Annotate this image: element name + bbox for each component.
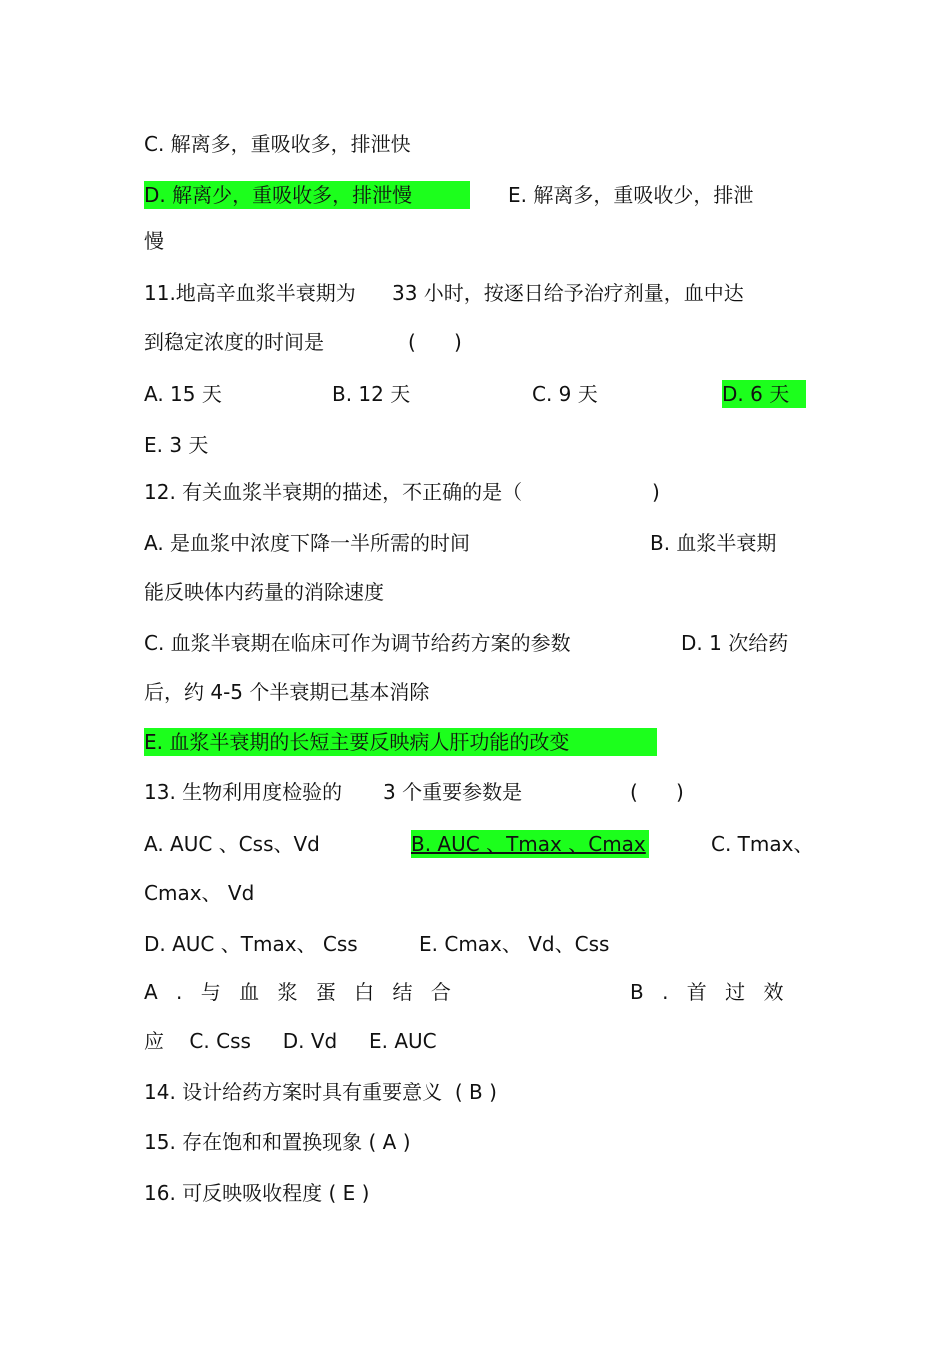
question-13-paren: ( ) xyxy=(630,780,684,804)
question-13-part1: 13. 生物利用度检验的 xyxy=(144,780,343,804)
option-e-continued: 慢 xyxy=(144,229,164,253)
question-11-part1: 11.地高辛血浆半衰期为 xyxy=(144,281,356,305)
q13-option-b-highlighted: B. AUC 、Tmax 、Cmax xyxy=(411,830,649,858)
q13-option-a: A. AUC 、Css、Vd xyxy=(144,832,320,856)
q11-option-b: B. 12 天 xyxy=(332,382,411,406)
q12-option-d-continued: 后，约 4-5 个半衰期已基本消除 xyxy=(144,680,430,704)
q11-option-c: C. 9 天 xyxy=(532,382,598,406)
question-11-paren: ( ) xyxy=(408,330,462,354)
q12-option-b-continued: 能反映体内药量的消除速度 xyxy=(144,580,384,604)
question-11-part2: 33 小时，按逐日给予治疗剂量，血中达 xyxy=(392,281,744,305)
shared-option-a: A . 与 血 浆 蛋 白 结 合 xyxy=(144,980,457,1004)
q13-option-e: E. Cmax、 Vd、Css xyxy=(419,932,610,956)
question-16: 16. 可反映吸收程度 ( E ) xyxy=(144,1181,370,1205)
question-12: 12. 有关血浆半衰期的描述，不正确的是（ xyxy=(144,480,523,504)
q12-option-a: A. 是血浆中浓度下降一半所需的时间 xyxy=(144,531,471,555)
q12-option-d: D. 1 次给药 xyxy=(681,631,789,655)
shared-option-b: B . 首 过 效 xyxy=(630,980,790,1004)
q13-option-c: C. Tmax、 xyxy=(711,832,814,856)
question-11-part3: 到稳定浓度的时间是 xyxy=(144,330,324,354)
question-15: 15. 存在饱和和置换现象 ( A ) xyxy=(144,1130,411,1154)
question-12-paren: ) xyxy=(652,480,660,504)
q12-option-e-highlighted: E. 血浆半衰期的长短主要反映病人肝功能的改变 xyxy=(144,728,657,756)
option-c-line: C. 解离多，重吸收多，排泄快 xyxy=(144,132,411,156)
option-e-line: E. 解离多，重吸收少，排泄 xyxy=(508,183,754,207)
option-d-highlighted: D. 解离少，重吸收多，排泄慢 xyxy=(144,181,470,209)
q11-option-d-highlighted: D. 6 天 xyxy=(722,380,806,408)
question-13-part2: 3 个重要参数是 xyxy=(383,780,523,804)
q13-option-d: D. AUC 、Tmax、 Css xyxy=(144,932,358,956)
q13-option-c-continued: Cmax、 Vd xyxy=(144,881,255,905)
q11-option-a: A. 15 天 xyxy=(144,382,222,406)
shared-option-row2: 应 C. Css D. Vd E. AUC xyxy=(144,1029,437,1053)
q11-option-e: E. 3 天 xyxy=(144,433,209,457)
q12-option-b: B. 血浆半衰期 xyxy=(650,531,777,555)
q12-option-c: C. 血浆半衰期在临床可作为调节给药方案的参数 xyxy=(144,631,571,655)
question-14: 14. 设计给药方案时具有重要意义 ( B ) xyxy=(144,1080,497,1104)
